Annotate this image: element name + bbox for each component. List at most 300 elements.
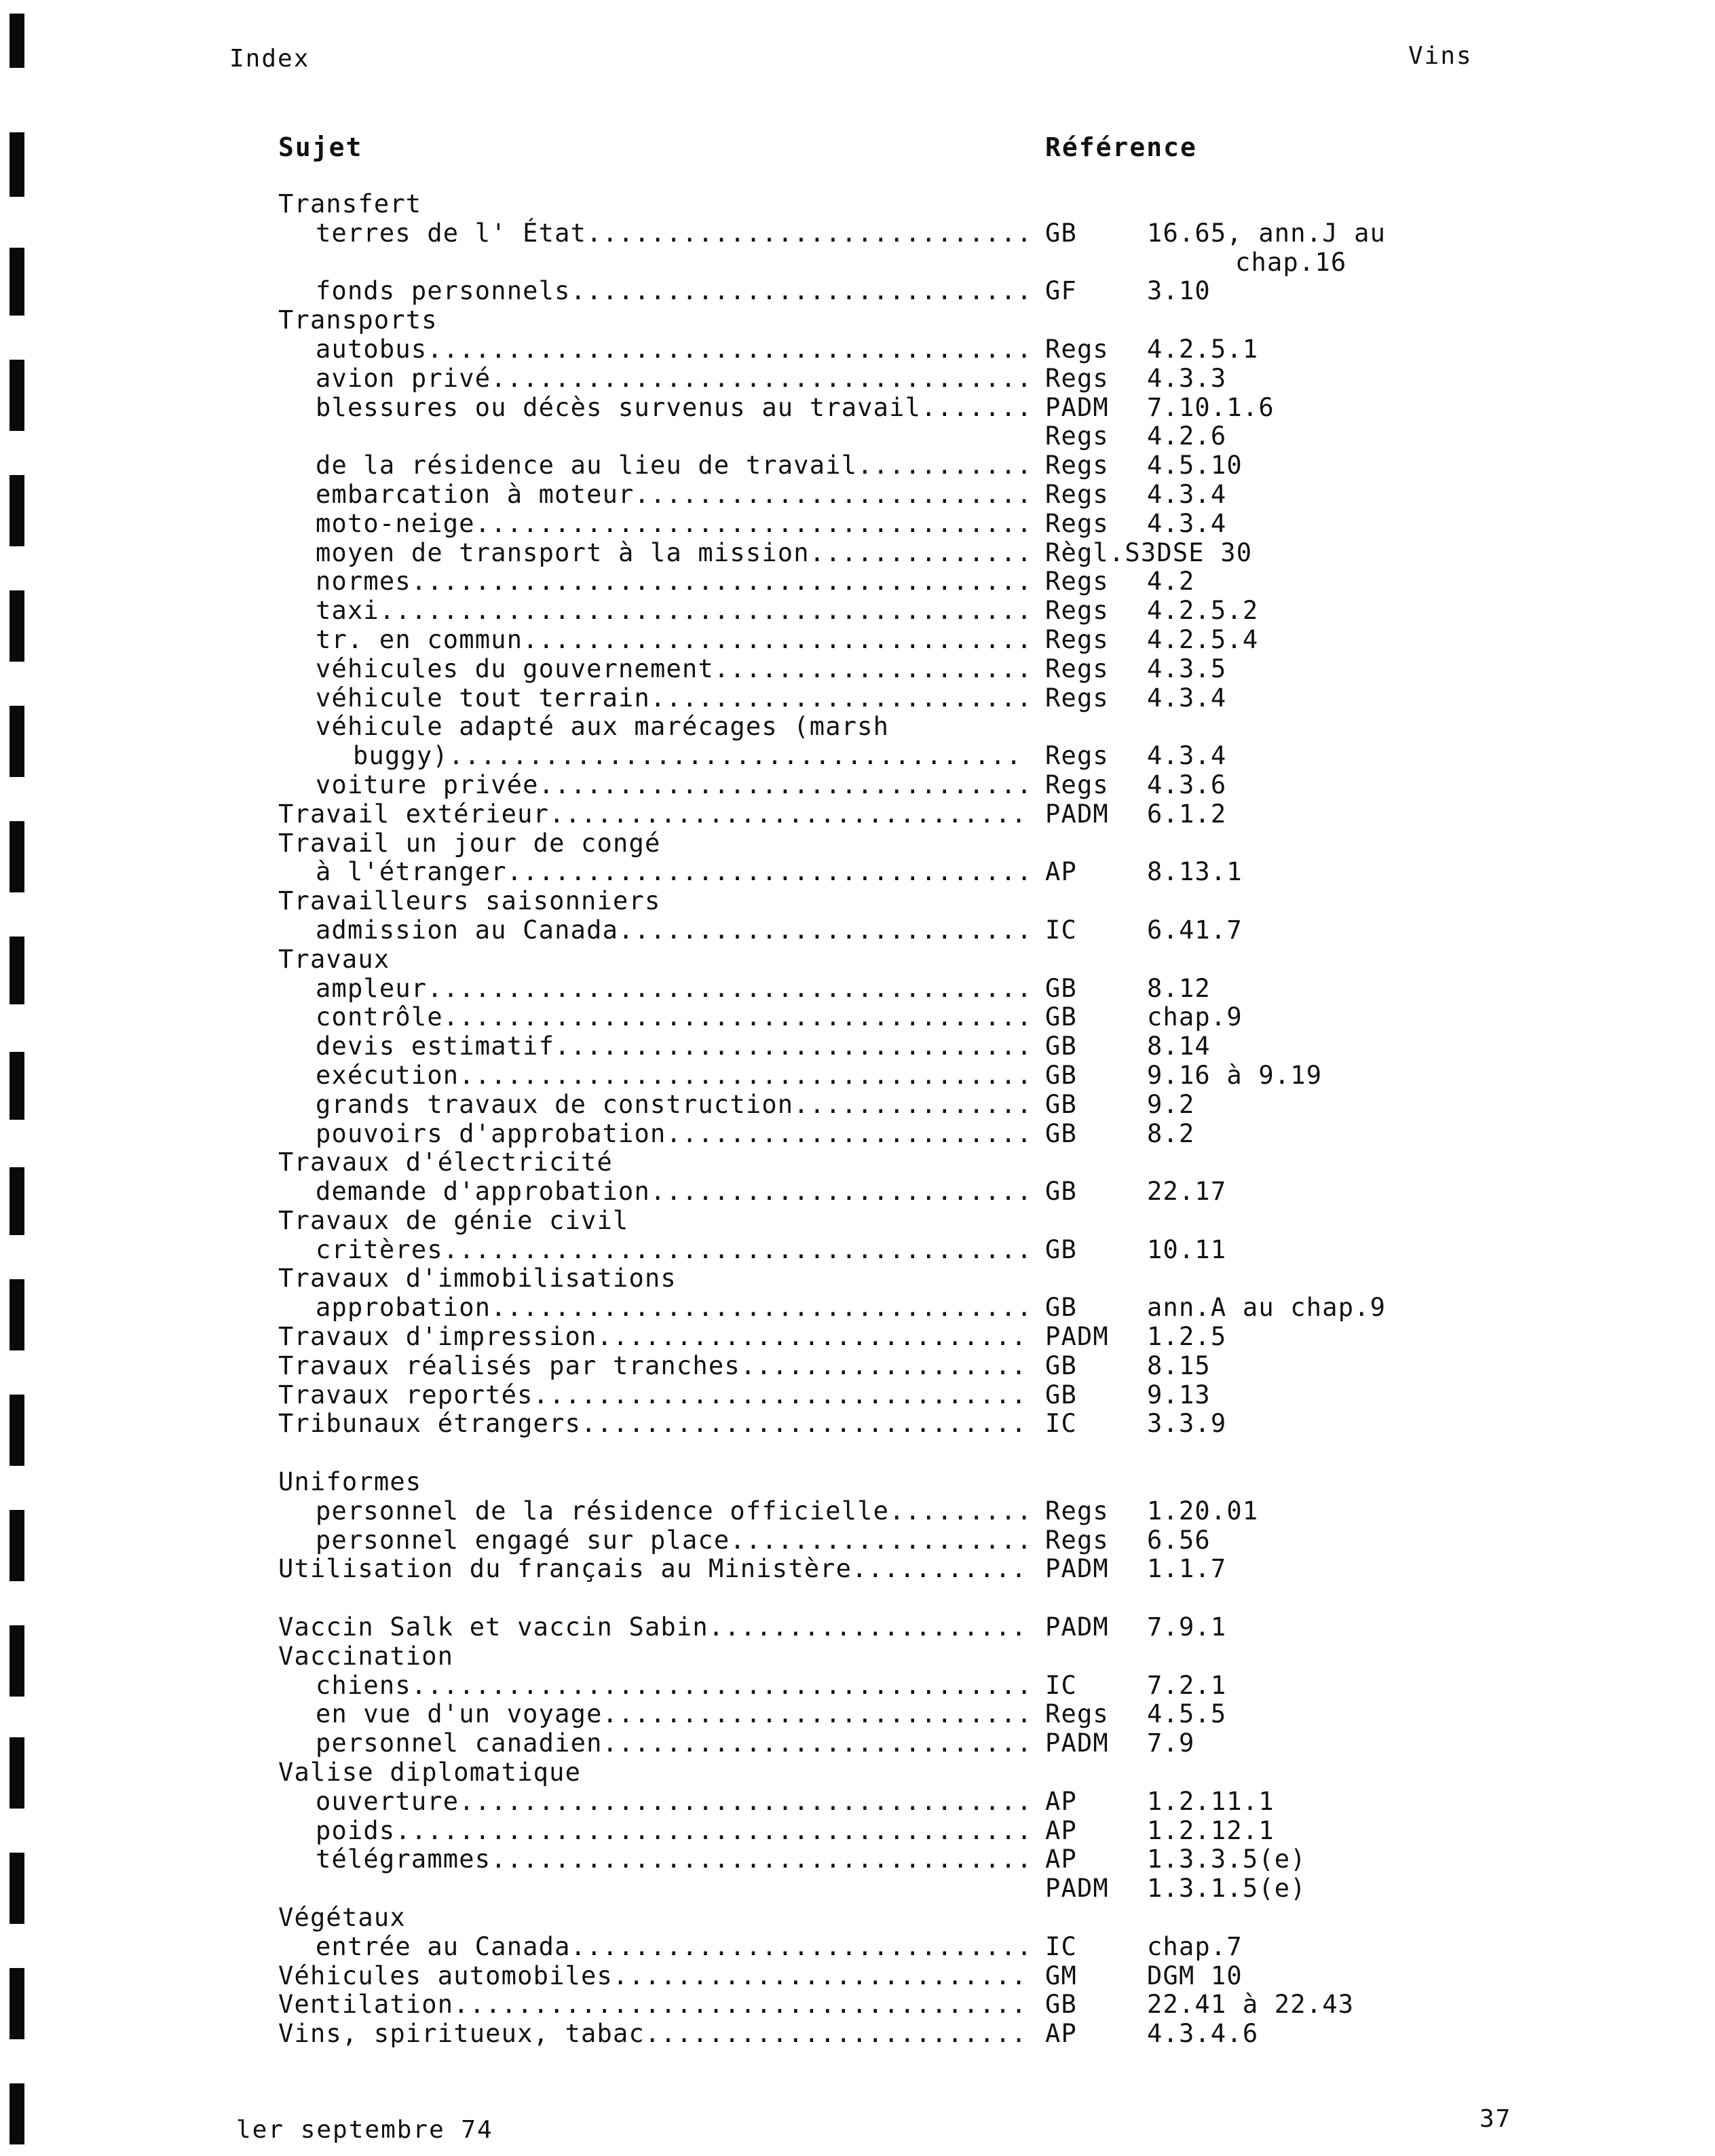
index-row bbox=[278, 887, 1432, 916]
index-row bbox=[278, 1671, 1432, 1701]
dot-leader: .................................... bbox=[459, 1786, 1033, 1816]
index-subject: en vue d'un voyage bbox=[316, 1699, 603, 1729]
reference-value: 1.3.1.5(e) bbox=[1147, 1874, 1306, 1904]
dot-leader: .............................. bbox=[549, 799, 1028, 829]
index-reference bbox=[1045, 1817, 1275, 1846]
dot-leader: .................................... bbox=[448, 741, 1022, 771]
index-subject: blessures ou décès survenus au travail bbox=[316, 392, 922, 422]
index-row bbox=[278, 422, 1432, 451]
index-row bbox=[278, 1236, 1432, 1265]
binder-bar bbox=[10, 1510, 24, 1581]
reference-code: Regs bbox=[1045, 508, 1109, 538]
index-reference bbox=[1045, 1120, 1194, 1149]
reference-value: chap.16 bbox=[1235, 247, 1347, 277]
index-subject: Travaux d'impression bbox=[278, 1322, 597, 1352]
index-row bbox=[278, 1497, 1432, 1526]
binder-bar bbox=[10, 937, 24, 1004]
index-subject: véhicules du gouvernement bbox=[316, 654, 714, 683]
header-left: Index bbox=[229, 45, 310, 73]
reference-value: 10.11 bbox=[1147, 1234, 1227, 1264]
index-row bbox=[278, 1410, 1432, 1439]
reference-value: 8.15 bbox=[1147, 1350, 1211, 1380]
index-reference bbox=[1045, 858, 1243, 887]
reference-value: 8.2 bbox=[1147, 1118, 1195, 1148]
index-row bbox=[278, 1148, 1432, 1177]
dot-leader: .................................... bbox=[453, 1990, 1028, 2020]
index-row bbox=[278, 1381, 1432, 1410]
reference-code: IC bbox=[1045, 1931, 1077, 1961]
binder-bar bbox=[10, 590, 24, 662]
index-row bbox=[278, 539, 1432, 568]
dot-leader: .................................... bbox=[459, 1060, 1033, 1090]
reference-code: PADM bbox=[1045, 1554, 1109, 1584]
index-reference bbox=[1045, 539, 1252, 568]
index-subject: véhicule tout terrain bbox=[316, 683, 650, 713]
dot-leader: ......................................... bbox=[379, 596, 1033, 626]
reference-code: GB bbox=[1045, 1089, 1077, 1119]
reference-code: GB bbox=[1045, 1060, 1077, 1090]
index-subject: à l'étranger bbox=[316, 857, 507, 887]
dot-leader: ........... bbox=[857, 451, 1033, 480]
reference-value: 4.3.4 bbox=[1147, 508, 1227, 538]
index-subject: tr. en commun bbox=[316, 624, 523, 654]
binder-bar bbox=[10, 132, 24, 197]
index-reference bbox=[1045, 1700, 1226, 1729]
index-row bbox=[278, 1207, 1432, 1236]
dot-leader: ........................ bbox=[650, 683, 1033, 713]
reference-value: DGM 10 bbox=[1147, 1961, 1243, 1990]
index-reference bbox=[1045, 800, 1226, 829]
index-subject: personnel de la résidence officielle bbox=[316, 1496, 890, 1526]
index-reference bbox=[1045, 480, 1226, 510]
reference-code: GB bbox=[1045, 1380, 1077, 1410]
reference-code: PADM bbox=[1045, 799, 1109, 829]
index-row bbox=[278, 1177, 1432, 1207]
index-subject: buggy) bbox=[353, 741, 449, 771]
index-subject: Véhicules automobiles bbox=[278, 1961, 613, 1990]
index-row bbox=[278, 713, 1432, 742]
reference-code: PADM bbox=[1045, 1874, 1109, 1904]
reference-value: 4.2.5.2 bbox=[1147, 596, 1259, 626]
index-reference bbox=[1045, 567, 1194, 597]
index-row bbox=[278, 480, 1432, 510]
dot-leader: ............................ bbox=[581, 1409, 1028, 1439]
reference-value: 4.5.5 bbox=[1147, 1699, 1227, 1729]
reference-value: chap.7 bbox=[1147, 1931, 1243, 1961]
index-row bbox=[278, 335, 1432, 364]
reference-code: GB bbox=[1045, 1177, 1077, 1207]
dot-leader: ............... bbox=[793, 1089, 1033, 1119]
reference-code: IC bbox=[1045, 1670, 1077, 1700]
index-row bbox=[278, 1526, 1432, 1555]
reference-code: IC bbox=[1045, 1409, 1077, 1439]
dot-leader: .................. bbox=[740, 1350, 1028, 1380]
reference-value: 1.2.11.1 bbox=[1147, 1786, 1275, 1816]
index-reference bbox=[1045, 742, 1226, 771]
index-subject: Ventilation bbox=[278, 1990, 454, 2020]
index-subject: Travaux de génie civil bbox=[278, 1205, 629, 1235]
reference-value: 4.5.10 bbox=[1147, 451, 1243, 480]
reference-value: 4.3.5 bbox=[1147, 654, 1227, 683]
index-reference bbox=[1045, 626, 1258, 655]
index-reference bbox=[1045, 771, 1226, 800]
index-reference bbox=[1045, 1061, 1322, 1091]
dot-leader: ....................................... bbox=[411, 1670, 1033, 1700]
index-row bbox=[278, 858, 1432, 887]
index-subject: avion privé bbox=[316, 363, 491, 393]
index-subject: Travail extérieur bbox=[278, 799, 550, 829]
index-row bbox=[278, 1962, 1432, 1991]
index-subject: autobus bbox=[316, 334, 428, 364]
reference-code: AP bbox=[1045, 857, 1077, 887]
index-reference bbox=[1045, 1526, 1211, 1555]
index-subject: moto-neige bbox=[316, 508, 475, 538]
index-subject: pouvoirs d'approbation bbox=[316, 1118, 666, 1148]
reference-code: Regs bbox=[1045, 741, 1109, 771]
index-reference bbox=[1045, 1874, 1306, 1904]
index-subject: Utilisation du français au Ministère bbox=[278, 1554, 852, 1584]
index-subject: Vins, spiritueux, tabac bbox=[278, 2019, 645, 2049]
reference-value: 8.12 bbox=[1147, 973, 1211, 1003]
dot-leader: .............. bbox=[809, 537, 1033, 567]
reference-code: GB bbox=[1045, 1990, 1077, 2020]
index-reference bbox=[1045, 1177, 1226, 1207]
index-reference bbox=[1045, 1788, 1275, 1817]
dot-leader: ............................ bbox=[586, 218, 1033, 248]
reference-code: Regs bbox=[1045, 1699, 1109, 1729]
index-row bbox=[278, 1061, 1432, 1091]
reference-value: 1.1.7 bbox=[1147, 1554, 1227, 1584]
index-row bbox=[278, 916, 1432, 945]
reference-code: Regs bbox=[1045, 770, 1109, 799]
dot-leader: .......................... bbox=[613, 1961, 1028, 1990]
dot-leader: ...................................... bbox=[427, 334, 1033, 364]
dot-leader: ........................... bbox=[597, 1322, 1028, 1352]
reference-code: Regs bbox=[1045, 1496, 1109, 1526]
index-row bbox=[278, 190, 1432, 219]
dot-leader: ............................... bbox=[533, 1380, 1028, 1410]
index-subject: Valise diplomatique bbox=[278, 1758, 582, 1788]
dot-leader: .................... bbox=[708, 1612, 1028, 1642]
dot-leader: ..................................... bbox=[442, 1234, 1033, 1264]
index-row bbox=[278, 771, 1432, 800]
binder-bar bbox=[10, 1167, 24, 1235]
index-reference bbox=[1045, 684, 1226, 713]
index-reference bbox=[1045, 1555, 1226, 1584]
dot-leader: .......................... bbox=[618, 915, 1033, 945]
dot-leader: ........................................ bbox=[395, 1815, 1033, 1845]
reference-code: Regs bbox=[1045, 624, 1109, 654]
index-reference bbox=[1045, 1990, 1354, 2020]
reference-code: PADM bbox=[1045, 1322, 1109, 1352]
index-reference bbox=[1045, 975, 1211, 1004]
index-subject: Vaccin Salk et vaccin Sabin bbox=[278, 1612, 709, 1642]
reference-code: GB bbox=[1045, 218, 1077, 248]
reference-value: 6.56 bbox=[1147, 1525, 1211, 1555]
index-row bbox=[278, 655, 1432, 684]
index-row bbox=[278, 742, 1432, 771]
index-subject: moyen de transport à la mission bbox=[316, 537, 810, 567]
reference-value: 7.2.1 bbox=[1147, 1670, 1227, 1700]
index-row bbox=[278, 1990, 1432, 2020]
index-row bbox=[278, 1729, 1432, 1758]
index-reference bbox=[1045, 1003, 1243, 1032]
index-reference bbox=[1235, 248, 1346, 278]
index-reference bbox=[1045, 1933, 1243, 1962]
reference-code: GB bbox=[1045, 973, 1077, 1003]
reference-value: chap.9 bbox=[1147, 1002, 1243, 1032]
index-subject: Travaux reportés bbox=[278, 1380, 533, 1410]
index-row bbox=[278, 1003, 1432, 1032]
reference-code: Regs bbox=[1045, 654, 1109, 683]
index-subject: admission au Canada bbox=[316, 915, 619, 945]
index-reference bbox=[1045, 1236, 1226, 1265]
index-reference bbox=[1045, 1091, 1194, 1120]
footer-date: ler septembre 74 bbox=[236, 2116, 493, 2144]
reference-value: 4.2.5.4 bbox=[1147, 624, 1259, 654]
index-row bbox=[278, 945, 1432, 975]
reference-value: ann.A au chap.9 bbox=[1147, 1293, 1387, 1323]
index-row bbox=[278, 1817, 1432, 1846]
index-row bbox=[278, 800, 1432, 829]
index-reference bbox=[1045, 219, 1386, 248]
index-row bbox=[278, 1933, 1432, 1962]
binder-bar bbox=[10, 1052, 24, 1120]
index-subject: terres de l' État bbox=[316, 218, 587, 248]
dot-leader: ................................. bbox=[506, 857, 1033, 887]
index-subject: ampleur bbox=[316, 973, 428, 1003]
index-subject: Transports bbox=[278, 305, 438, 335]
index-subject: taxi bbox=[316, 596, 379, 626]
reference-code: Regs bbox=[1045, 451, 1109, 480]
column-header-subject: Sujet bbox=[278, 132, 363, 162]
reference-value: 4.3.4.6 bbox=[1147, 2019, 1259, 2049]
index-reference bbox=[1045, 916, 1243, 945]
index-subject: Vaccination bbox=[278, 1641, 454, 1671]
index-subject: Travail un jour de congé bbox=[278, 828, 661, 858]
reference-value: 3.10 bbox=[1147, 276, 1211, 306]
reference-code: GM bbox=[1045, 1961, 1077, 1990]
reference-code: Regs bbox=[1045, 1525, 1109, 1555]
index-subject: Travaux d'électricité bbox=[278, 1148, 613, 1177]
index-row bbox=[278, 1293, 1432, 1323]
reference-value: 6.1.2 bbox=[1147, 799, 1227, 829]
dot-leader: ............................... bbox=[538, 770, 1033, 799]
index-row bbox=[278, 567, 1432, 597]
index-subject: Travaux réalisés par tranches bbox=[278, 1350, 740, 1380]
index-row bbox=[278, 248, 1432, 278]
binder-bar bbox=[10, 706, 24, 777]
dot-leader: ....... bbox=[921, 392, 1033, 422]
index-subject: exécution bbox=[316, 1060, 459, 1090]
reference-code: Regs bbox=[1045, 567, 1109, 597]
reference-value: 7.10.1.6 bbox=[1147, 392, 1275, 422]
reference-value: 1.2.12.1 bbox=[1147, 1815, 1275, 1845]
reference-value: 22.41 à 22.43 bbox=[1147, 1990, 1355, 2020]
reference-code: GB bbox=[1045, 1002, 1077, 1032]
index-reference bbox=[1045, 1323, 1226, 1352]
reference-code: GB bbox=[1045, 1350, 1077, 1380]
index-row bbox=[278, 1700, 1432, 1729]
binder-bar bbox=[10, 1737, 24, 1809]
index-reference bbox=[1045, 1352, 1211, 1381]
dot-leader: ........................ bbox=[644, 2019, 1028, 2049]
dot-leader: ................... bbox=[730, 1525, 1033, 1555]
reference-value: DSE 30 bbox=[1156, 537, 1253, 567]
index-subject: personnel canadien bbox=[316, 1728, 603, 1758]
index-reference bbox=[1045, 1613, 1226, 1642]
dot-leader: .................................. bbox=[491, 363, 1033, 393]
index-subject: approbation bbox=[316, 1293, 491, 1323]
reference-code: AP bbox=[1045, 1815, 1077, 1845]
index-reference bbox=[1045, 422, 1226, 451]
binder-bar bbox=[10, 1625, 24, 1697]
index-row bbox=[278, 1555, 1432, 1584]
index-row bbox=[278, 1642, 1432, 1671]
reference-value: 4.2.5.1 bbox=[1147, 334, 1259, 364]
index-row bbox=[278, 1613, 1432, 1642]
binder-bar bbox=[10, 1395, 24, 1466]
reference-code: Regs bbox=[1045, 479, 1109, 509]
index-subject: télégrammes bbox=[316, 1845, 491, 1874]
reference-value: 4.3.6 bbox=[1147, 770, 1227, 799]
dot-leader: ........................... bbox=[602, 1699, 1033, 1729]
reference-value: 6.41.7 bbox=[1147, 915, 1243, 945]
binder-bar bbox=[10, 14, 24, 68]
reference-code: PADM bbox=[1045, 1728, 1109, 1758]
index-subject: Transfert bbox=[278, 189, 422, 219]
binder-bar bbox=[10, 248, 24, 316]
reference-code: Regs bbox=[1045, 596, 1109, 626]
index-row bbox=[278, 510, 1432, 539]
dot-leader: .................... bbox=[713, 654, 1033, 683]
index-reference bbox=[1045, 1293, 1386, 1323]
index-subject: Travailleurs saisonniers bbox=[278, 886, 661, 916]
index-row bbox=[278, 1091, 1432, 1120]
reference-value: 4.3.4 bbox=[1147, 479, 1227, 509]
index-subject: Uniformes bbox=[278, 1467, 422, 1497]
index-row bbox=[278, 277, 1432, 306]
index-reference bbox=[1045, 335, 1258, 364]
index-row bbox=[278, 1845, 1432, 1874]
index-subject: de la résidence au lieu de travail bbox=[316, 451, 858, 480]
dot-leader: .................................. bbox=[491, 1845, 1033, 1874]
page-number: 37 bbox=[1480, 2105, 1512, 2133]
index-entries bbox=[278, 190, 1432, 2049]
index-subject: poids bbox=[316, 1815, 396, 1845]
index-reference bbox=[1045, 597, 1258, 626]
reference-value: 4.2.6 bbox=[1147, 421, 1227, 451]
binder-bar bbox=[10, 475, 24, 546]
index-row bbox=[278, 1264, 1432, 1293]
index-row bbox=[278, 451, 1432, 480]
index-row bbox=[278, 626, 1432, 655]
reference-value: 4.3.4 bbox=[1147, 683, 1227, 713]
dot-leader: ................................ bbox=[523, 624, 1033, 654]
dot-leader: ............................. bbox=[570, 1931, 1033, 1961]
dot-leader: ..................................... bbox=[442, 1002, 1033, 1032]
reference-code: Regs bbox=[1045, 421, 1109, 451]
dot-leader: .................................. bbox=[491, 1293, 1033, 1323]
reference-value: 7.9.1 bbox=[1147, 1612, 1227, 1642]
index-subject: grands travaux de construction bbox=[316, 1089, 794, 1119]
index-row bbox=[278, 2020, 1432, 2049]
index-row bbox=[278, 364, 1432, 394]
index-subject: devis estimatif bbox=[316, 1032, 555, 1061]
reference-value: 1.20.01 bbox=[1147, 1496, 1259, 1526]
reference-value: 1.3.3.5(e) bbox=[1147, 1845, 1306, 1874]
reference-value: 9.13 bbox=[1147, 1380, 1211, 1410]
reference-code: AP bbox=[1045, 1786, 1077, 1816]
index-row bbox=[278, 975, 1432, 1004]
reference-value: 1.2.5 bbox=[1147, 1322, 1227, 1352]
dot-leader: ........... bbox=[852, 1554, 1028, 1584]
index-reference bbox=[1045, 451, 1243, 480]
index-row bbox=[278, 597, 1432, 626]
reference-value: 8.14 bbox=[1147, 1032, 1211, 1061]
header-right: Vins bbox=[1408, 42, 1473, 70]
index-row bbox=[278, 1352, 1432, 1381]
index-subject: chiens bbox=[316, 1670, 411, 1700]
index-row bbox=[278, 1032, 1432, 1061]
index-subject: embarcation à moteur bbox=[316, 479, 635, 509]
reference-code: Règl.S3 bbox=[1045, 537, 1157, 567]
binder-bar bbox=[10, 821, 24, 892]
dot-leader: ....................... bbox=[666, 1118, 1033, 1148]
dot-leader: ................................... bbox=[474, 508, 1033, 538]
index-subject: ouverture bbox=[316, 1786, 459, 1816]
index-row bbox=[278, 829, 1432, 858]
index-row bbox=[278, 1323, 1432, 1352]
reference-value: 22.17 bbox=[1147, 1177, 1227, 1207]
index-reference bbox=[1045, 1845, 1306, 1874]
reference-value: 16.65, ann.J au bbox=[1147, 218, 1387, 248]
index-reference bbox=[1045, 2020, 1258, 2049]
index-reference bbox=[1045, 1032, 1211, 1061]
reference-code: Regs bbox=[1045, 363, 1109, 393]
index-row bbox=[278, 219, 1432, 248]
index-reference bbox=[1045, 1671, 1226, 1701]
index-subject: normes bbox=[316, 567, 411, 597]
reference-value: 7.9 bbox=[1147, 1728, 1195, 1758]
reference-code: GB bbox=[1045, 1293, 1077, 1323]
reference-code: IC bbox=[1045, 915, 1077, 945]
reference-code: GB bbox=[1045, 1234, 1077, 1264]
reference-code: PADM bbox=[1045, 1612, 1109, 1642]
index-reference bbox=[1045, 1410, 1226, 1439]
reference-code: PADM bbox=[1045, 392, 1109, 422]
index-subject: Végétaux bbox=[278, 1903, 406, 1933]
index-subject: demande d'approbation bbox=[316, 1177, 650, 1207]
dot-leader: ....................................... bbox=[411, 567, 1033, 597]
index-subject: Travaux d'immobilisations bbox=[278, 1264, 677, 1293]
index-subject: Tribunaux étrangers bbox=[278, 1409, 582, 1439]
reference-code: AP bbox=[1045, 2019, 1077, 2049]
dot-leader: ...................................... bbox=[427, 973, 1033, 1003]
binder-bar bbox=[10, 360, 24, 431]
binder-bar bbox=[10, 2083, 24, 2144]
index-subject: véhicule adapté aux marécages (marsh bbox=[316, 712, 890, 742]
index-subject: critères bbox=[316, 1234, 443, 1264]
index-reference bbox=[1045, 1497, 1258, 1526]
reference-code: AP bbox=[1045, 1845, 1077, 1874]
index-subject: contrôle bbox=[316, 1002, 443, 1032]
index-reference bbox=[1045, 655, 1226, 684]
column-header-reference: Référence bbox=[1045, 132, 1197, 162]
index-subject: personnel engagé sur place bbox=[316, 1525, 730, 1555]
reference-code: Regs bbox=[1045, 334, 1109, 364]
reference-value: 9.16 à 9.19 bbox=[1147, 1060, 1323, 1090]
